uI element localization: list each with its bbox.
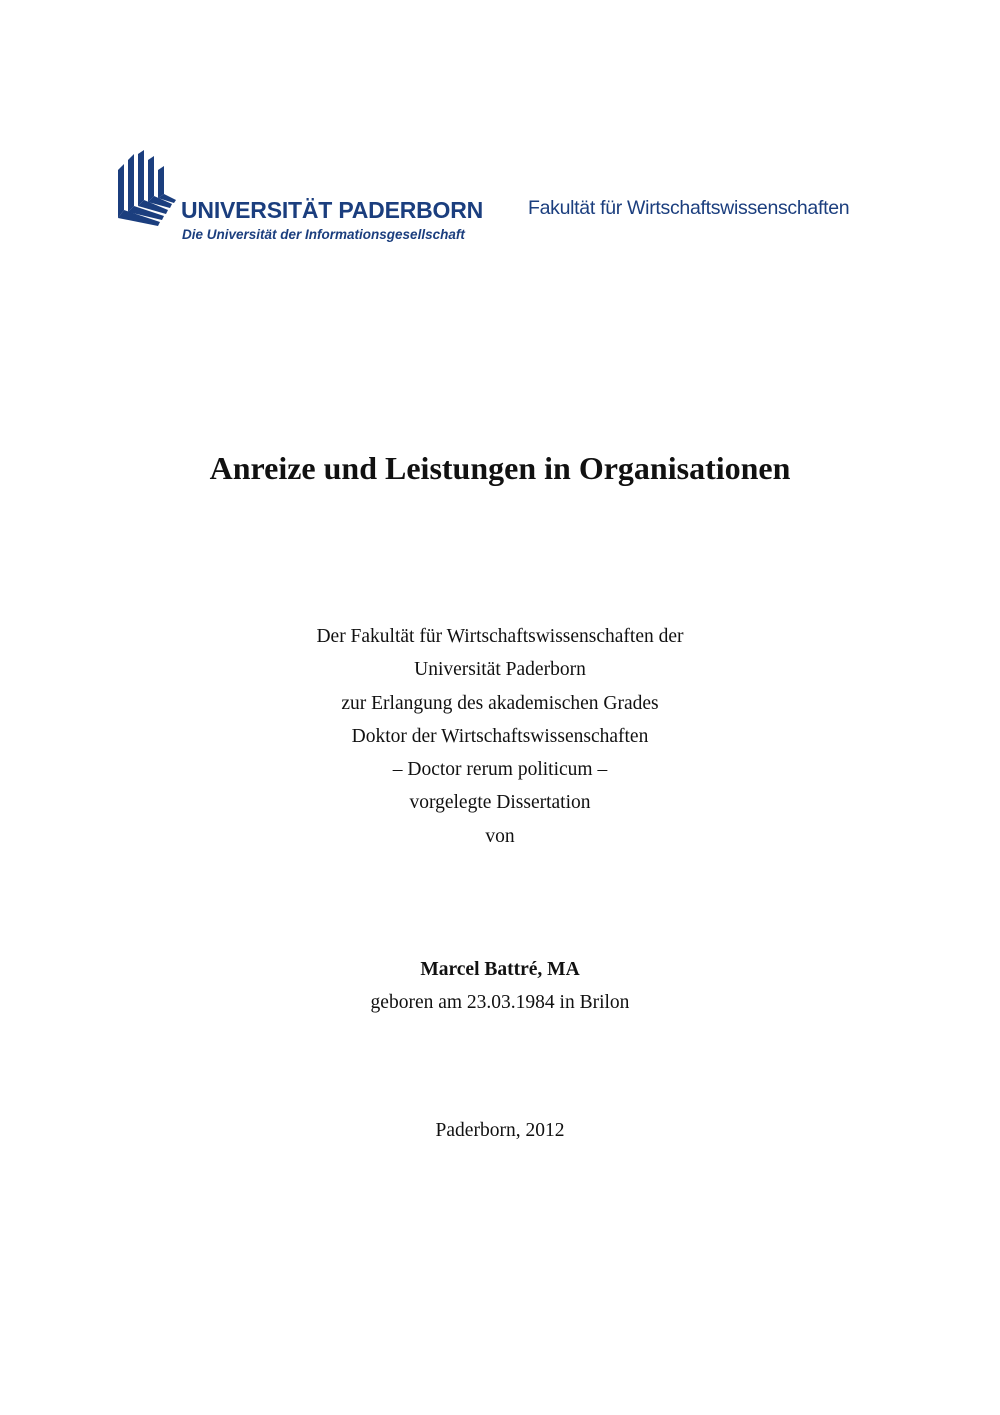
thesis-title: Anreize und Leistungen in Organisationen (209, 450, 791, 486)
submission-line: – Doctor rerum politicum – (392, 759, 608, 781)
university-name: UNIVERSITÄT PADERBORN (181, 197, 484, 223)
university-paderborn-logo-icon (118, 150, 176, 226)
place-and-year: Paderborn, 2012 (435, 1120, 565, 1141)
submission-line: zur Erlangung des akademischen Grades (341, 692, 659, 714)
faculty-header: Fakultät für Wirtschaftswissenschaften (528, 197, 850, 219)
author-birth: geboren am 23.03.1984 in Brilon (370, 992, 630, 1013)
submission-line: von (485, 825, 515, 847)
university-tagline: Die Universität der Informationsgesellschaft (182, 227, 465, 242)
author-name: Marcel Battré, MA (420, 959, 580, 980)
submission-line: Der Fakultät für Wirtschaftswissenschaften der (316, 626, 684, 647)
submission-line: Universität Paderborn (414, 659, 586, 681)
author-block (0, 953, 1000, 1019)
submission-line: vorgelegte Dissertation (409, 792, 591, 814)
university-logo (118, 150, 488, 250)
submission-statement (0, 620, 1000, 853)
submission-line: Doktor der Wirtschaftswissenschaften (351, 725, 649, 747)
